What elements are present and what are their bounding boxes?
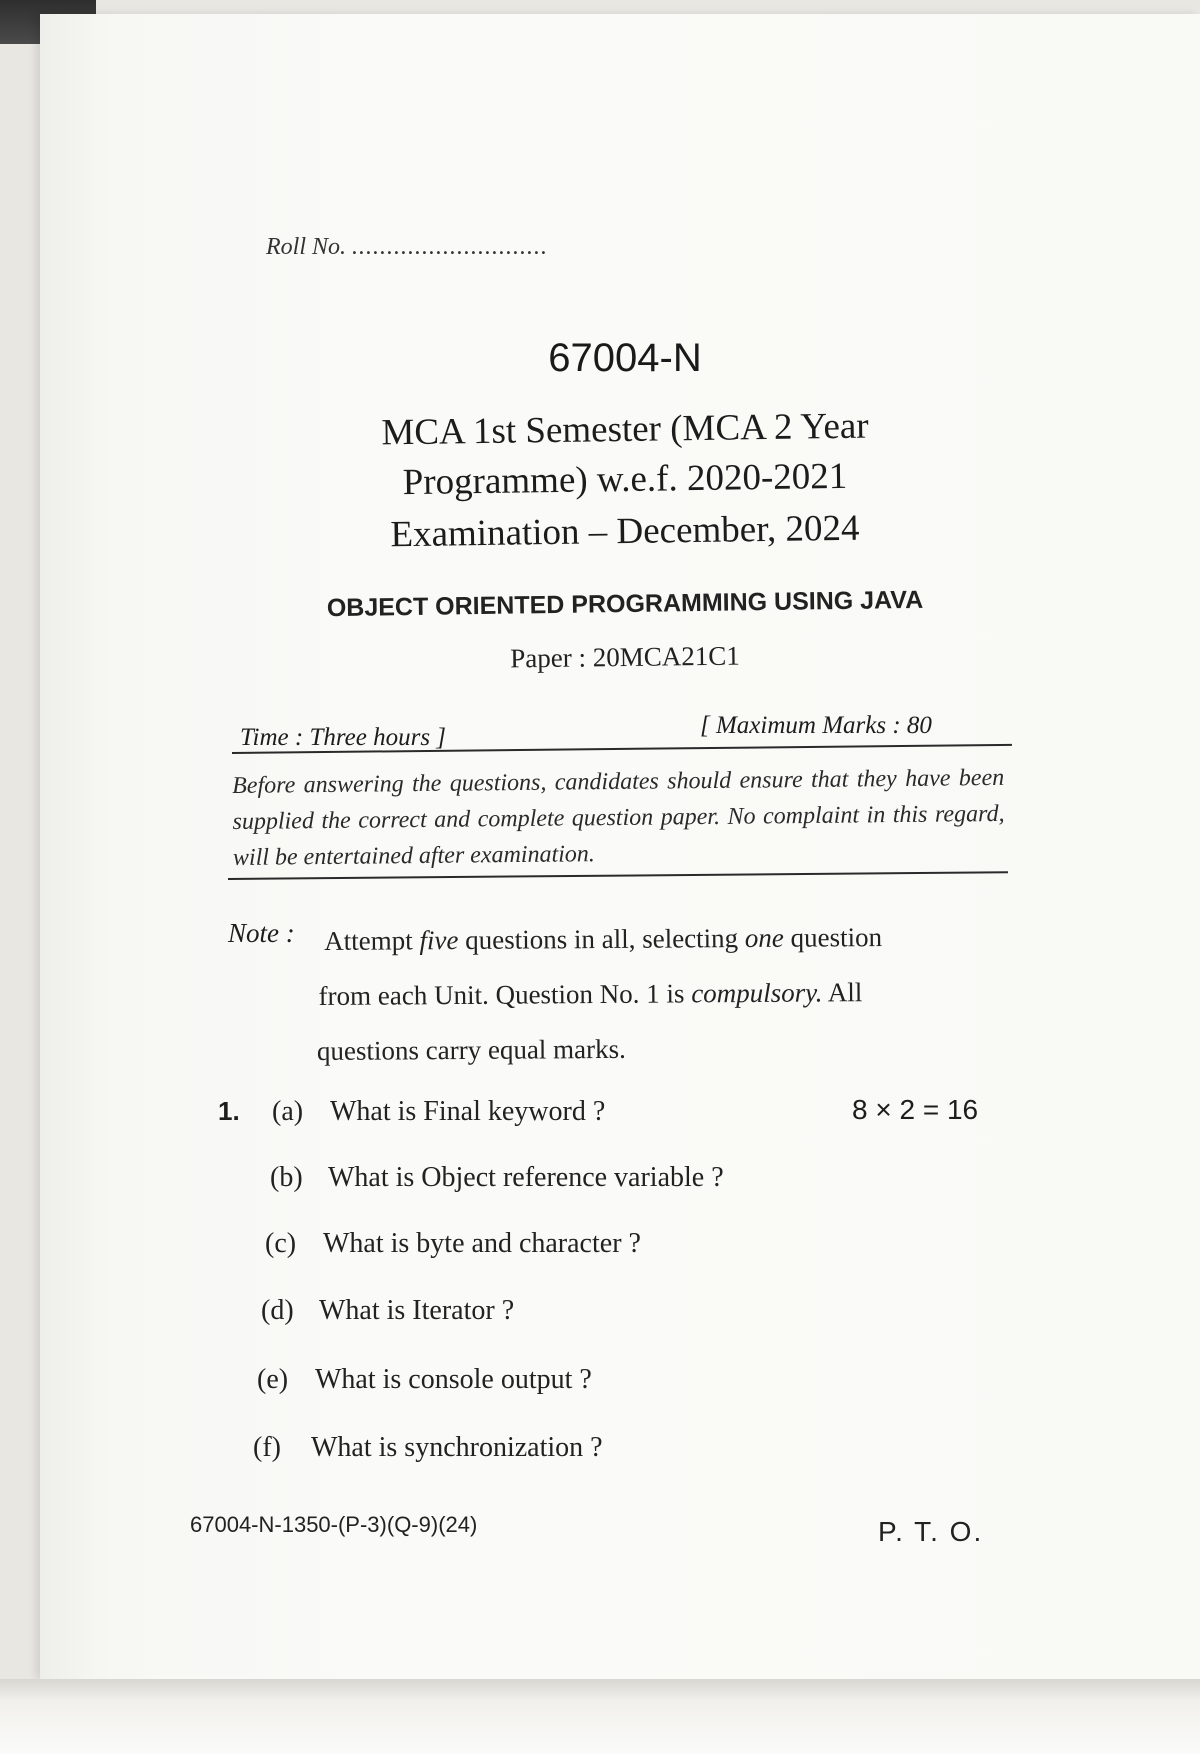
- part-label: (b): [270, 1162, 303, 1193]
- note-text-part: Attempt: [324, 925, 420, 956]
- question-part: [272, 1096, 605, 1128]
- roll-number-label: Roll No.: [266, 234, 347, 260]
- part-text: What is synchronization ?: [311, 1432, 603, 1463]
- exam-title-line-1: MCA 1st Semester (MCA 2 Year: [381, 405, 869, 454]
- footer-paper-code: 67004-N-1350-(P-3)(Q-9)(24): [190, 1512, 478, 1537]
- note-text: [316, 909, 1007, 1079]
- question-part: [270, 1162, 724, 1194]
- part-label: (d): [261, 1295, 294, 1326]
- roll-number-field: [266, 234, 548, 261]
- note-label: Note :: [228, 918, 295, 948]
- note-emphasis: five: [419, 925, 459, 956]
- part-label: (a): [272, 1096, 304, 1127]
- question-part: [265, 1228, 641, 1260]
- exam-title-line-3: Examination – December, 2024: [390, 507, 860, 556]
- part-label: (e): [257, 1364, 289, 1395]
- note-emphasis: one: [744, 922, 784, 954]
- subject-title: OBJECT ORIENTED PROGRAMMING USING JAVA: [326, 585, 924, 623]
- part-label: (f): [253, 1432, 281, 1463]
- question-part: [253, 1432, 603, 1464]
- note-text-part: question: [783, 922, 883, 953]
- part-text: What is Iterator ?: [319, 1295, 515, 1326]
- question-number: 1.: [218, 1096, 240, 1126]
- note-text-part: from each Unit. Question No. 1 is: [318, 978, 692, 1011]
- exam-title-line-2: Programme) w.e.f. 2020-2021: [402, 455, 848, 504]
- note-text-part: All: [822, 977, 863, 1008]
- maximum-marks: [ Maximum Marks : 80: [700, 712, 932, 739]
- part-label: (c): [265, 1228, 297, 1259]
- note-line-3: questions carry equal marks.: [316, 1033, 626, 1066]
- part-text: What is Final keyword ?: [330, 1096, 606, 1127]
- time-allowed: Time : Three hours ]: [240, 724, 447, 751]
- note-line-2: [318, 964, 1006, 1024]
- note-emphasis: compulsory.: [691, 977, 823, 1009]
- part-text: What is console output ?: [315, 1364, 592, 1395]
- paper-code: 67004-N: [548, 336, 702, 380]
- question-part: [257, 1364, 592, 1396]
- question-marks: 8 × 2 = 16: [852, 1094, 979, 1125]
- please-turn-over: P. T. O.: [878, 1516, 984, 1547]
- roll-number-blank: ............................: [352, 234, 549, 260]
- question-part: [261, 1295, 514, 1327]
- underlying-page-edge: [0, 1679, 1200, 1754]
- part-text: What is Object reference variable ?: [328, 1162, 724, 1193]
- note-text-part: questions in all, selecting: [458, 923, 745, 956]
- candidate-instruction: Before answering the questions, candidates should ensure that they have been supplied the correct and complete question paper. No complaint in this regard, will be entertained after examination.: [232, 764, 1005, 871]
- part-text: What is byte and character ?: [323, 1228, 641, 1259]
- paper-number: Paper : 20MCA21C1: [510, 640, 740, 674]
- note-line-1: [324, 909, 1006, 969]
